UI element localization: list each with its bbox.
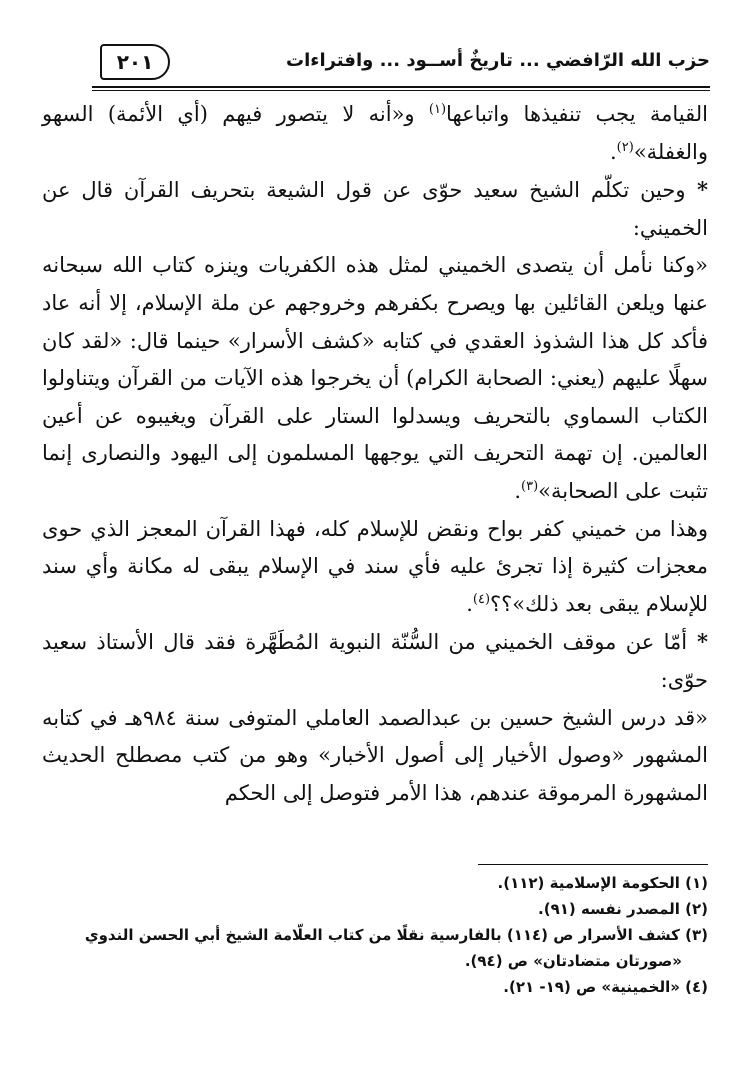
paragraph-1-text: القيامة يجب تنفيذها واتباعها — [446, 102, 708, 126]
footnote-3-continued: «صورتان متضادتان» ص (٩٤). — [464, 952, 682, 970]
paragraph-5 — [42, 623, 708, 699]
paragraph-4-text: وهذا من خميني كفر بواح ونقض للإسلام كله، فهذا القرآن المعجز الذي حوى معجزات كثيرة إذا تجرئ عليه فأي سند في الإسلام يبقى له مكانة وأي سند للإسلام يبقى بعد ذلك»؟؟ — [42, 516, 708, 616]
footnote-3: (٣) كشف الأسرار ص (١١٤) بالفارسية نقلًا من كتاب العلّامة الشيخ أبي الحسن الندوي — [84, 926, 708, 944]
paragraph-4-end: . — [466, 591, 473, 616]
running-header — [92, 42, 710, 86]
footnote-ref-2: (٢) — [616, 139, 634, 155]
paragraph-1b-text: و«أنه لا يتصور فيهم (أي الأئمة) السهو والغفلة» — [42, 102, 708, 164]
header-rule — [92, 86, 710, 88]
page-number-badge — [100, 44, 170, 80]
footnote-ref-1: (١) — [428, 102, 447, 117]
header-rule-thin — [92, 90, 710, 91]
footnote-rule — [478, 864, 708, 865]
paragraph-3-text: «وكنا نأمل أن يتصدى الخميني لمثل هذه الكفريات وينزه كتاب الله سبحانه عنها ويلعن القائلين بها ويصرح بكفرهم وخروجهم عن ملة الإسلام، إلا أنه عاد فأكد كل هذا الشذوذ العقدي في كتابه «كشف الأسرار» حينما قال: «لقد كان سهلًا عليهم (يعني: الصحابة الكرام) أن يخرجوا هذه الآيات من القرآن ويتناولوا الكتاب السماوي بالتحريف ويسدلوا الستار على القرآن ويغيبوه عن أعين العالمين. إن تهمة التحريف التي يوجهها المسلمون إلى اليهود والنصارى إنما تثبت على الصحابة» — [42, 253, 708, 503]
paragraph-5-text: أمّا عن موقف الخميني من السُّنّة النبوية المُطَهَّرة فقد قال الأستاذ سعيد حوّى: — [42, 630, 708, 692]
paragraph-1-end: . — [609, 139, 617, 164]
paragraph-1 — [42, 96, 708, 171]
header-title: حزب الله الرّافضي ... تاريخٌ أســود ... وافتراءات — [285, 50, 710, 71]
paragraph-3-end: . — [514, 478, 522, 503]
paragraph-6-text: «قد درس الشيخ حسين بن عبدالصمد العاملي المتوفى سنة ٩٨٤هـ في كتابه المشهور «وصول الأخيار إلى أصول الأخبار» وهو من كتب مصطلح الحديث المشهورة المرموقة عندهم، هذا الأمر فتوصل إلى الحكم — [42, 705, 708, 805]
footnote-2: (٢) المصدر نفسه (٩١). — [538, 900, 708, 918]
footnotes — [42, 870, 708, 1000]
footnote-4: (٤) «الخمينية» ص (١٩- ٢١). — [503, 978, 708, 996]
footnote-ref-4: (٤) — [472, 591, 491, 607]
bullet-star: * — [685, 177, 708, 203]
paragraph-6 — [42, 700, 708, 813]
paragraph-4 — [42, 511, 708, 624]
paragraph-2-text: وحين تكلّم الشيخ سعيد حوّى عن قول الشيعة بتحريف القرآن قال عن الخميني: — [42, 178, 708, 240]
bullet-star: * — [687, 629, 709, 655]
main-text — [42, 96, 708, 812]
paragraph-2 — [42, 171, 708, 247]
footnote-1: (١) الحكومة الإسلامية (١١٢). — [497, 874, 708, 892]
page-number: ٢٠١ — [116, 50, 154, 74]
paragraph-3 — [42, 247, 708, 510]
footnote-ref-3: (٣) — [521, 478, 539, 494]
